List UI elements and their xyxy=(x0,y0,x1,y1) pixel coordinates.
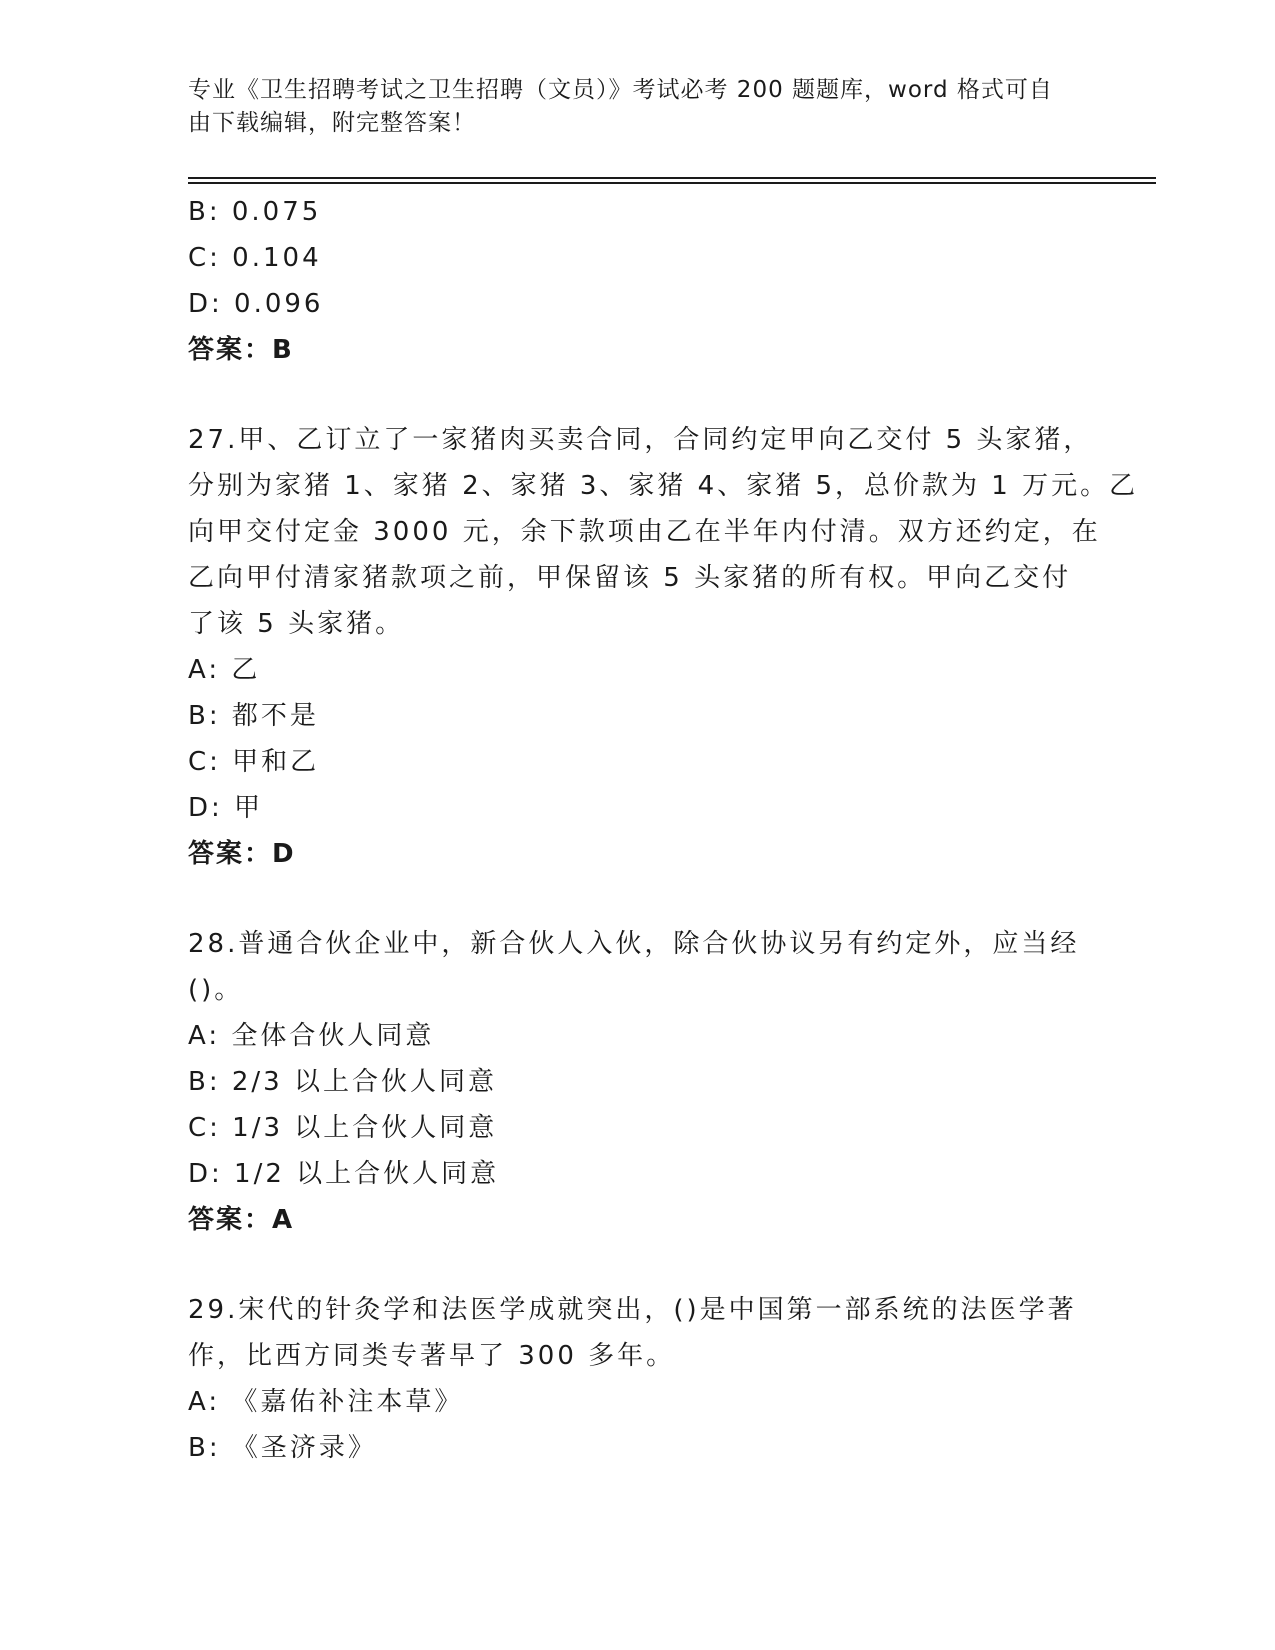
answer: 答案：D xyxy=(188,839,296,869)
spacer xyxy=(188,877,1088,921)
option-b: B: 2/3 以上合伙人同意 xyxy=(188,1067,497,1097)
option-a: A: 全体合伙人同意 xyxy=(188,1021,435,1051)
option-c: C: 0.104 xyxy=(188,243,322,273)
question-text-line: 乙向甲付清家猪款项之前，甲保留该 5 头家猪的所有权。甲向乙交付 xyxy=(188,563,1072,593)
answer: 答案：A xyxy=(188,1205,295,1235)
option-b: B: 《圣济录》 xyxy=(188,1433,377,1463)
question-text-line: 27.甲、乙订立了一家猪肉买卖合同，合同约定甲向乙交付 5 头家猪， xyxy=(188,425,1093,455)
header-line: 专业《卫生招聘考试之卫生招聘（文员）》考试必考 200 题题库，word 格式可自 xyxy=(188,77,1053,103)
question-text-line: 29.宋代的针灸学和法医学成就突出，()是中国第一部系统的法医学著 xyxy=(188,1295,1077,1325)
question-text-line: ()。 xyxy=(188,975,244,1005)
question-text-line: 28.普通合伙企业中，新合伙人入伙，除合伙协议另有约定外，应当经 xyxy=(188,929,1080,959)
header-divider-top xyxy=(188,177,1156,179)
question-text-line: 了该 5 头家猪。 xyxy=(188,609,405,639)
spacer xyxy=(188,373,1088,417)
question-29 xyxy=(188,1287,1088,1471)
option-a: A: 乙 xyxy=(188,655,261,685)
answer: 答案：B xyxy=(188,335,294,365)
header-divider-bottom xyxy=(188,182,1156,184)
option-d: D: 1/2 以上合伙人同意 xyxy=(188,1159,500,1189)
option-d: D: 0.096 xyxy=(188,289,324,319)
option-a: A: 《嘉佑补注本草》 xyxy=(188,1387,464,1417)
question-28 xyxy=(188,921,1088,1243)
question-text-line: 分别为家猪 1、家猪 2、家猪 3、家猪 4、家猪 5，总价款为 1 万元。乙 xyxy=(188,471,1139,501)
option-b: B: 都不是 xyxy=(188,701,319,731)
spacer xyxy=(188,1243,1088,1287)
option-b: B: 0.075 xyxy=(188,197,322,227)
option-c: C: 1/3 以上合伙人同意 xyxy=(188,1113,498,1143)
question-text-line: 向甲交付定金 3000 元，余下款项由乙在半年内付清。双方还约定，在 xyxy=(188,517,1101,547)
document-header xyxy=(188,74,1088,140)
question-27 xyxy=(188,417,1139,877)
question-26-tail xyxy=(188,189,1088,373)
question-text-line: 作，比西方同类专著早了 300 多年。 xyxy=(188,1341,676,1371)
option-d: D: 甲 xyxy=(188,793,264,823)
question-list xyxy=(188,189,1139,1471)
header-line: 由下载编辑，附完整答案！ xyxy=(188,110,476,136)
option-c: C: 甲和乙 xyxy=(188,747,320,777)
